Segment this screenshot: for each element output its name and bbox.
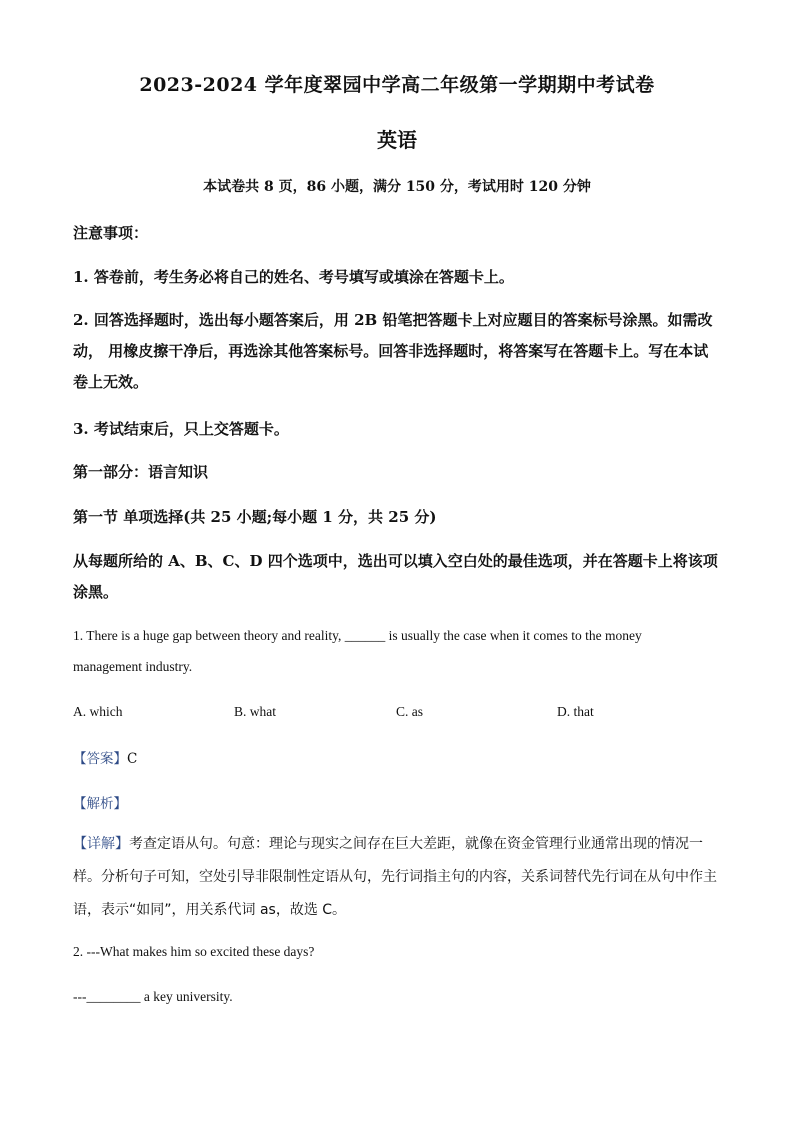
detail-text: 考查定语从句。句意：理论与现实之间存在巨大差距，就像在资金管理行业通常出现的情况一样。分析句子可知，空处引导非限制性定语从句，先行词指主句的内容，关系词替代先行词在从句中作主语，表示“如同”，用关系代词 as，故选 C。	[73, 836, 717, 918]
notice-heading: 注意事项：	[73, 224, 149, 242]
subject-title: 英语	[377, 128, 417, 152]
q1-option-b: B. what	[234, 704, 276, 719]
section1-instruction: 从每题所给的 A、B、C、D 四个选项中，选出可以填入空白处的最佳选项，并在答题卡上将该项涂黑。	[73, 552, 718, 601]
part1-title: 第一部分：语言知识	[73, 463, 209, 481]
q1-detail	[73, 828, 721, 927]
q1-analysis	[73, 792, 127, 812]
section1-title: 第一节 单项选择(共 25 小题;每小题 1 分，共 25 分)	[73, 508, 437, 526]
q1-stem-line1: 1. There is a huge gap between theory and reality, ______ is usually the case when it comes to the money	[73, 628, 642, 643]
q1-stem-line2: management industry.	[73, 659, 193, 674]
q1-option-d: D. that	[557, 704, 594, 719]
q2-stem-line2: ---________ a key university.	[73, 989, 233, 1004]
notice-item-3: 3. 考试结束后，只上交答题卡。	[73, 420, 289, 438]
notice-item-2: 2. 回答选择题时，选出每小题答案后，用 2B 铅笔把答题卡上对应题目的答案标号涂黑。如需改动， 用橡皮擦干净后，再选涂其他答案标号。回答非选择题时，将答案写在答题卡上。写在本试卷上无效。	[73, 311, 713, 391]
q1-option-c: C. as	[396, 704, 423, 719]
answer-tag: 【答案】	[73, 751, 127, 767]
answer-value: C	[127, 751, 138, 767]
q1-option-a: A. which	[73, 704, 123, 719]
detail-tag: 【详解】	[73, 836, 129, 852]
exam-info: 本试卷共 8 页，86 小题，满分 150 分，考试用时 120 分钟	[203, 179, 591, 195]
analysis-tag: 【解析】	[73, 796, 127, 812]
q1-answer	[73, 747, 137, 767]
q2-stem-line1: 2. ---What makes him so excited these days?	[73, 944, 315, 959]
notice-item-1: 1. 答卷前，考生务必将自己的姓名、考号填写或填涂在答题卡上。	[73, 268, 514, 286]
exam-title: 2023-2024 学年度翠园中学高二年级第一学期期中考试卷	[139, 74, 655, 96]
